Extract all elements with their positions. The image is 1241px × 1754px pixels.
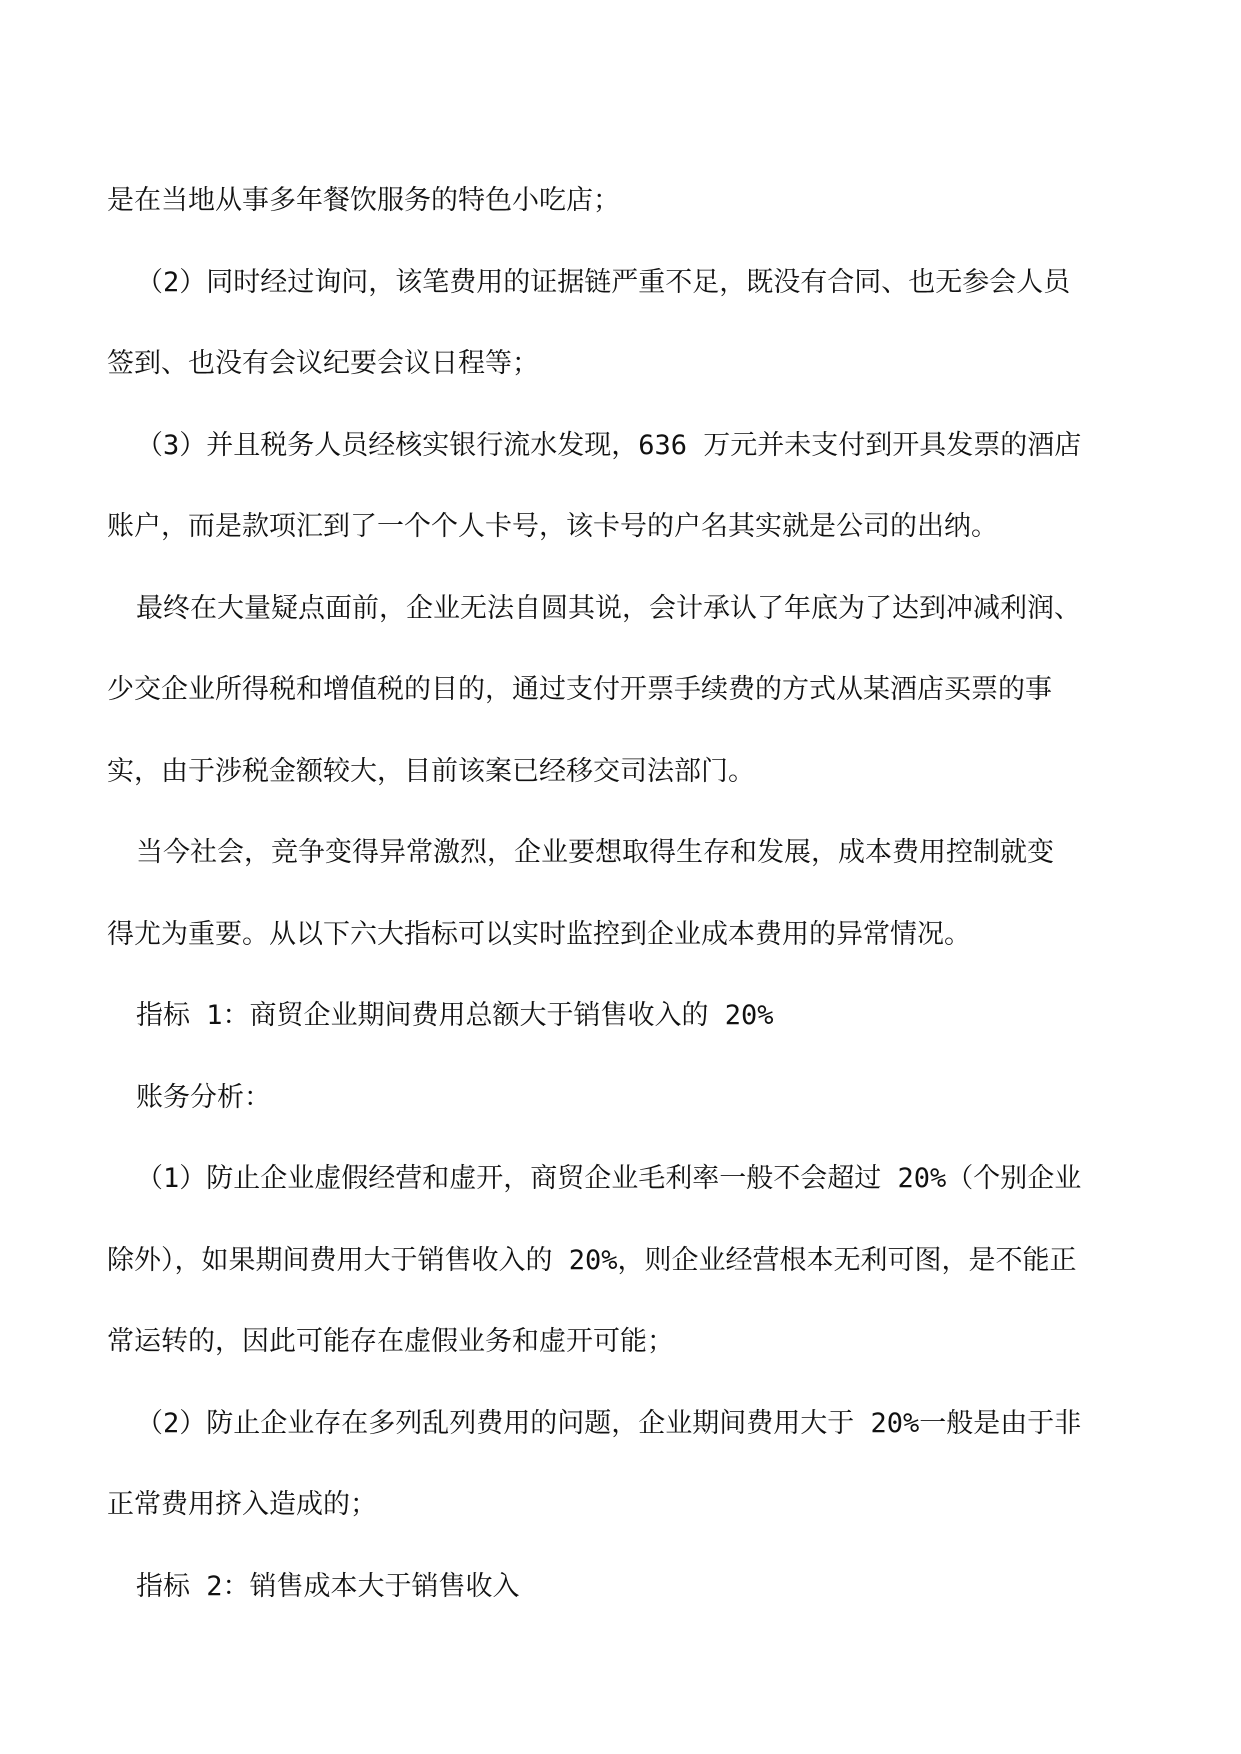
text-line-8: 实，由于涉税金额较大，目前该案已经移交司法部门。 xyxy=(107,755,755,787)
text-line-7: 少交企业所得税和增值税的目的，通过支付开票手续费的方式从某酒店买票的事 xyxy=(107,674,1052,705)
indicator-1-heading: 指标 1：商贸企业期间费用总额大于销售收入的 20% xyxy=(136,1000,774,1031)
indicator-2-heading: 指标 2：销售成本大于销售收入 xyxy=(136,1570,520,1602)
text-line-15: 常运转的，因此可能存在虚假业务和虚开可能； xyxy=(107,1326,674,1357)
text-line-9: 当今社会，竞争变得异常激烈，企业要想取得生存和发展，成本费用控制就变 xyxy=(136,837,1054,868)
text-line-2: （2）同时经过询问，该笔费用的证据链严重不足，既没有合同、也无参会人员 xyxy=(136,266,1071,298)
text-line-13: （1）防止企业虚假经营和虚开，商贸企业毛利率一般不会超过 20%（个别企业 xyxy=(136,1163,1082,1194)
document-body xyxy=(107,160,1137,1627)
text-line-5: 账户，而是款项汇到了一个个人卡号，该卡号的户名其实就是公司的出纳。 xyxy=(107,511,998,542)
analysis-heading: 账务分析： xyxy=(136,1081,271,1113)
text-line-3: 签到、也没有会议纪要会议日程等； xyxy=(107,348,539,379)
text-line-10: 得尤为重要。从以下六大指标可以实时监控到企业成本费用的异常情况。 xyxy=(107,918,971,950)
text-line-1: 是在当地从事多年餐饮服务的特色小吃店； xyxy=(107,185,620,216)
text-line-6: 最终在大量疑点面前，企业无法自圆其说，会计承认了年底为了达到冲减利润、 xyxy=(136,592,1081,624)
text-line-17: 正常费用挤入造成的； xyxy=(107,1489,377,1520)
text-line-14: 除外），如果期间费用大于销售收入的 20%，则企业经营根本无利可图，是不能正 xyxy=(107,1244,1077,1276)
text-line-4: （3）并且税务人员经核实银行流水发现，636 万元并未支付到开具发票的酒店 xyxy=(136,429,1082,461)
text-line-16: （2）防止企业存在多列乱列费用的问题，企业期间费用大于 20%一般是由于非 xyxy=(136,1407,1082,1439)
